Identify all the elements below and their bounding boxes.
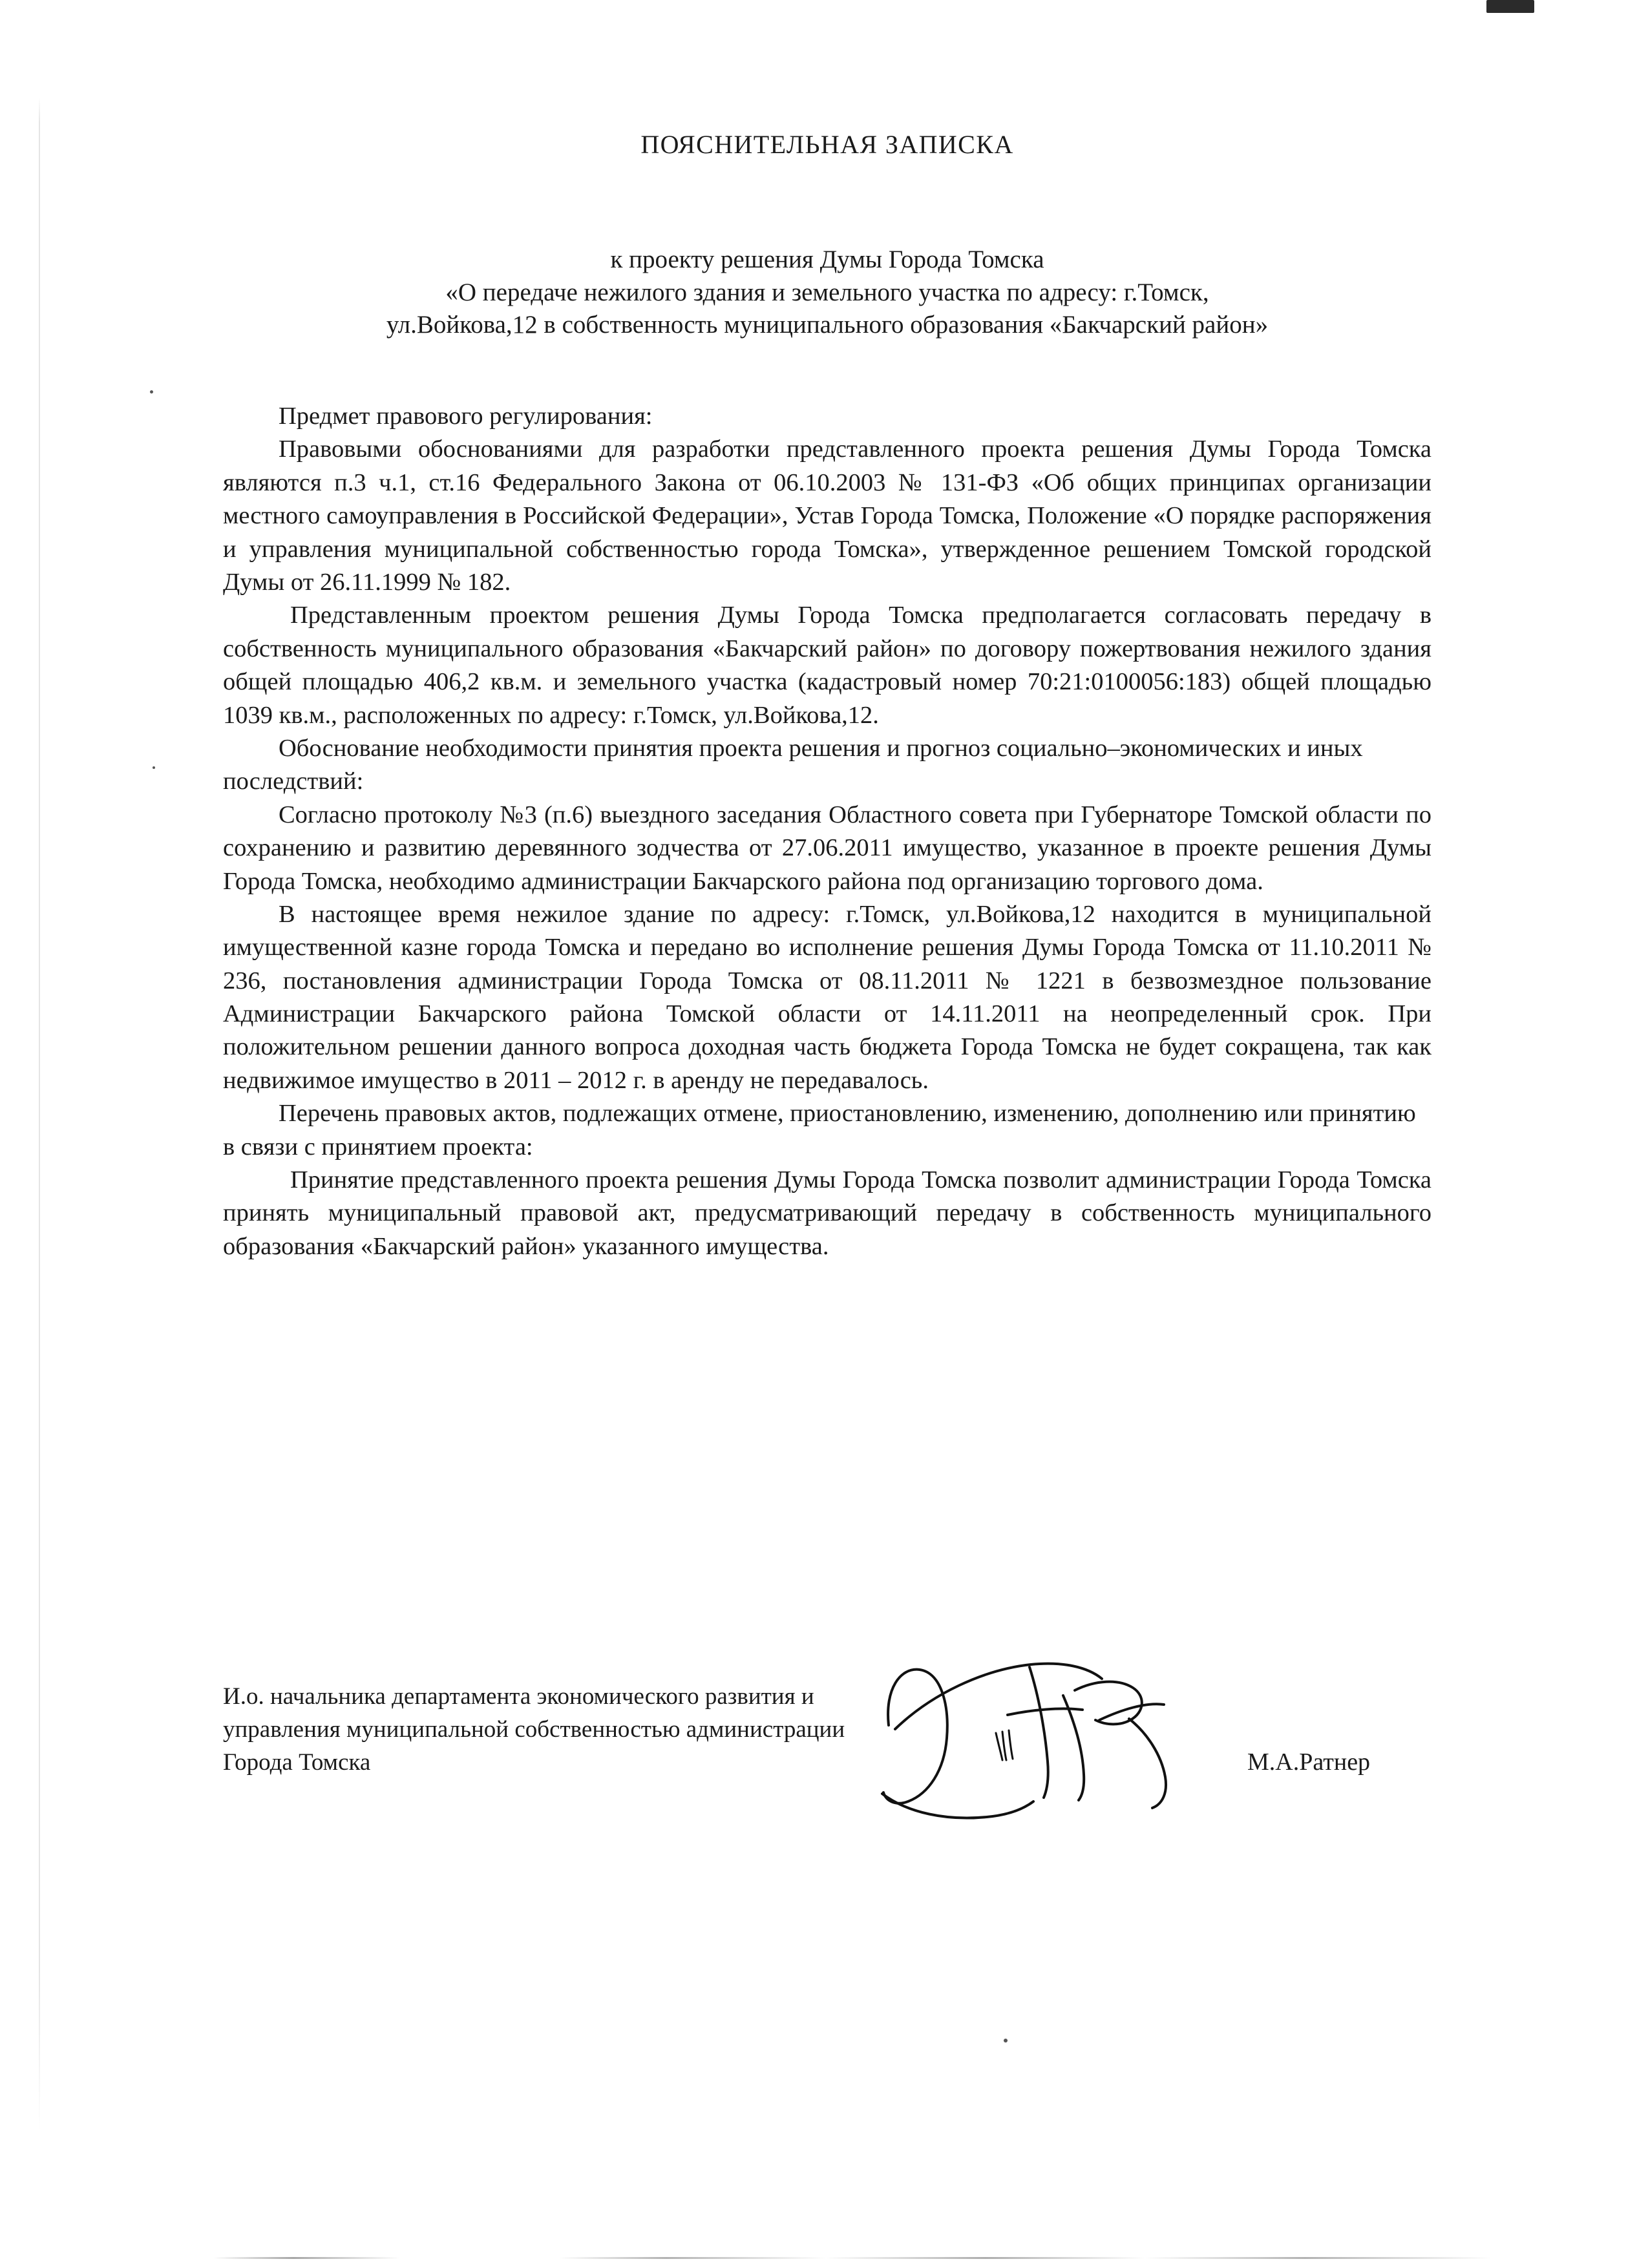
subtitle-line-3: ул.Войкова,12 в собственность муниципального образования «Бакчарский район» (386, 311, 1269, 339)
signer-name: М.А.Ратнер (1247, 1748, 1371, 1776)
scan-artifact-speck (153, 766, 155, 769)
signer-role: И.о. начальника департамента экономического развития и управления муниципальной собственностью администрации Города Томска (223, 1683, 845, 1776)
document-subtitle (223, 244, 1431, 342)
scan-artifact-bottom-line (213, 2257, 1545, 2259)
subtitle-line-2: «О передаче нежилого здания и земельного участка по адресу: г.Томск, (445, 278, 1209, 306)
paragraph-conclusion: Принятие представленного проекта решения Думы Города Томска позволит администрации Города Томска принять муниципальный правовой акт, предусматривающий передачу в собственность муниципального образования «Бакчарский район» указанного имущества. (223, 1166, 1431, 1260)
paragraph-legal-basis: Правовыми обоснованиями для разработки представленного проекта решения Думы Города Томска являются п.3 ч.1, ст.16 Федерального Закона от 06.10.2003 № 131-ФЗ «Об общих принципах организации местного самоуправления в Российской Федерации», Устав Города Томска, Положение «О порядке распоряжения и управления муниципальной собственностью города Томска», утвержденное решением Томской городской Думы от 26.11.1999 № 182. (223, 436, 1431, 596)
paragraph-justification-heading: Обоснование необходимости принятия проекта решения и прогноз социально–экономических и иных последствий: (223, 734, 1363, 795)
paragraph-acts-heading: Перечень правовых актов, подлежащих отмене, приостановлению, изменению, дополнению или принятию в связи с принятием проекта: (223, 1100, 1416, 1160)
paragraph-protocol-reference: Согласно протоколу №3 (п.6) выездного заседания Областного совета при Губернаторе Томской области по сохранению и развитию деревянного зодчества от 27.06.2011 имущество, указанное в проекте решения Думы Города Томска, необходимо администрации Бакчарского района под организацию торгового дома. (223, 801, 1431, 895)
scan-artifact-speck (1004, 2039, 1008, 2042)
scan-artifact-speck (150, 390, 153, 394)
document-content (223, 129, 1431, 1263)
subtitle-line-1: к проекту решения Думы Города Томска (610, 246, 1044, 273)
paragraph-proposal: Представленным проектом решения Думы Города Томска предполагается согласовать передачу в собственность муниципального образования «Бакчарский район» по договору пожертвования нежилого здания общей площадью 406,2 кв.м. и земельного участка (кадастровый номер 70:21:0100056:183) общей площадью 1039 кв.м., расположенных по адресу: г.Томск, ул.Войкова,12. (223, 602, 1431, 729)
page-title: ПОЯСНИТЕЛЬНАЯ ЗАПИСКА (640, 130, 1014, 159)
paragraph-current-status: В настоящее время нежилое здание по адресу: г.Томск, ул.Войкова,12 находится в муниципальной имущественной казне города Томска и передано во исполнение решения Думы Города Томска от 11.10.2011 № 236, постановления администрации Города Томска от 08.11.2011 № 1221 в безвозмездное пользование Администрации Бакчарского района Томской области от 14.11.2011 на неопределенный срок. При положительном решении данного вопроса доходная часть бюджета Города Томска не будет сокращена, так как недвижимое имущество в 2011 – 2012 г. в аренду не передавалось. (223, 900, 1431, 1094)
paragraph-subject-heading: Предмет правового регулирования: (279, 403, 653, 430)
signature-ink (869, 1648, 1231, 1835)
scan-artifact-top-mark (1486, 0, 1534, 13)
scan-artifact-left-edge (39, 97, 40, 2132)
signature-block (223, 1680, 1451, 1874)
